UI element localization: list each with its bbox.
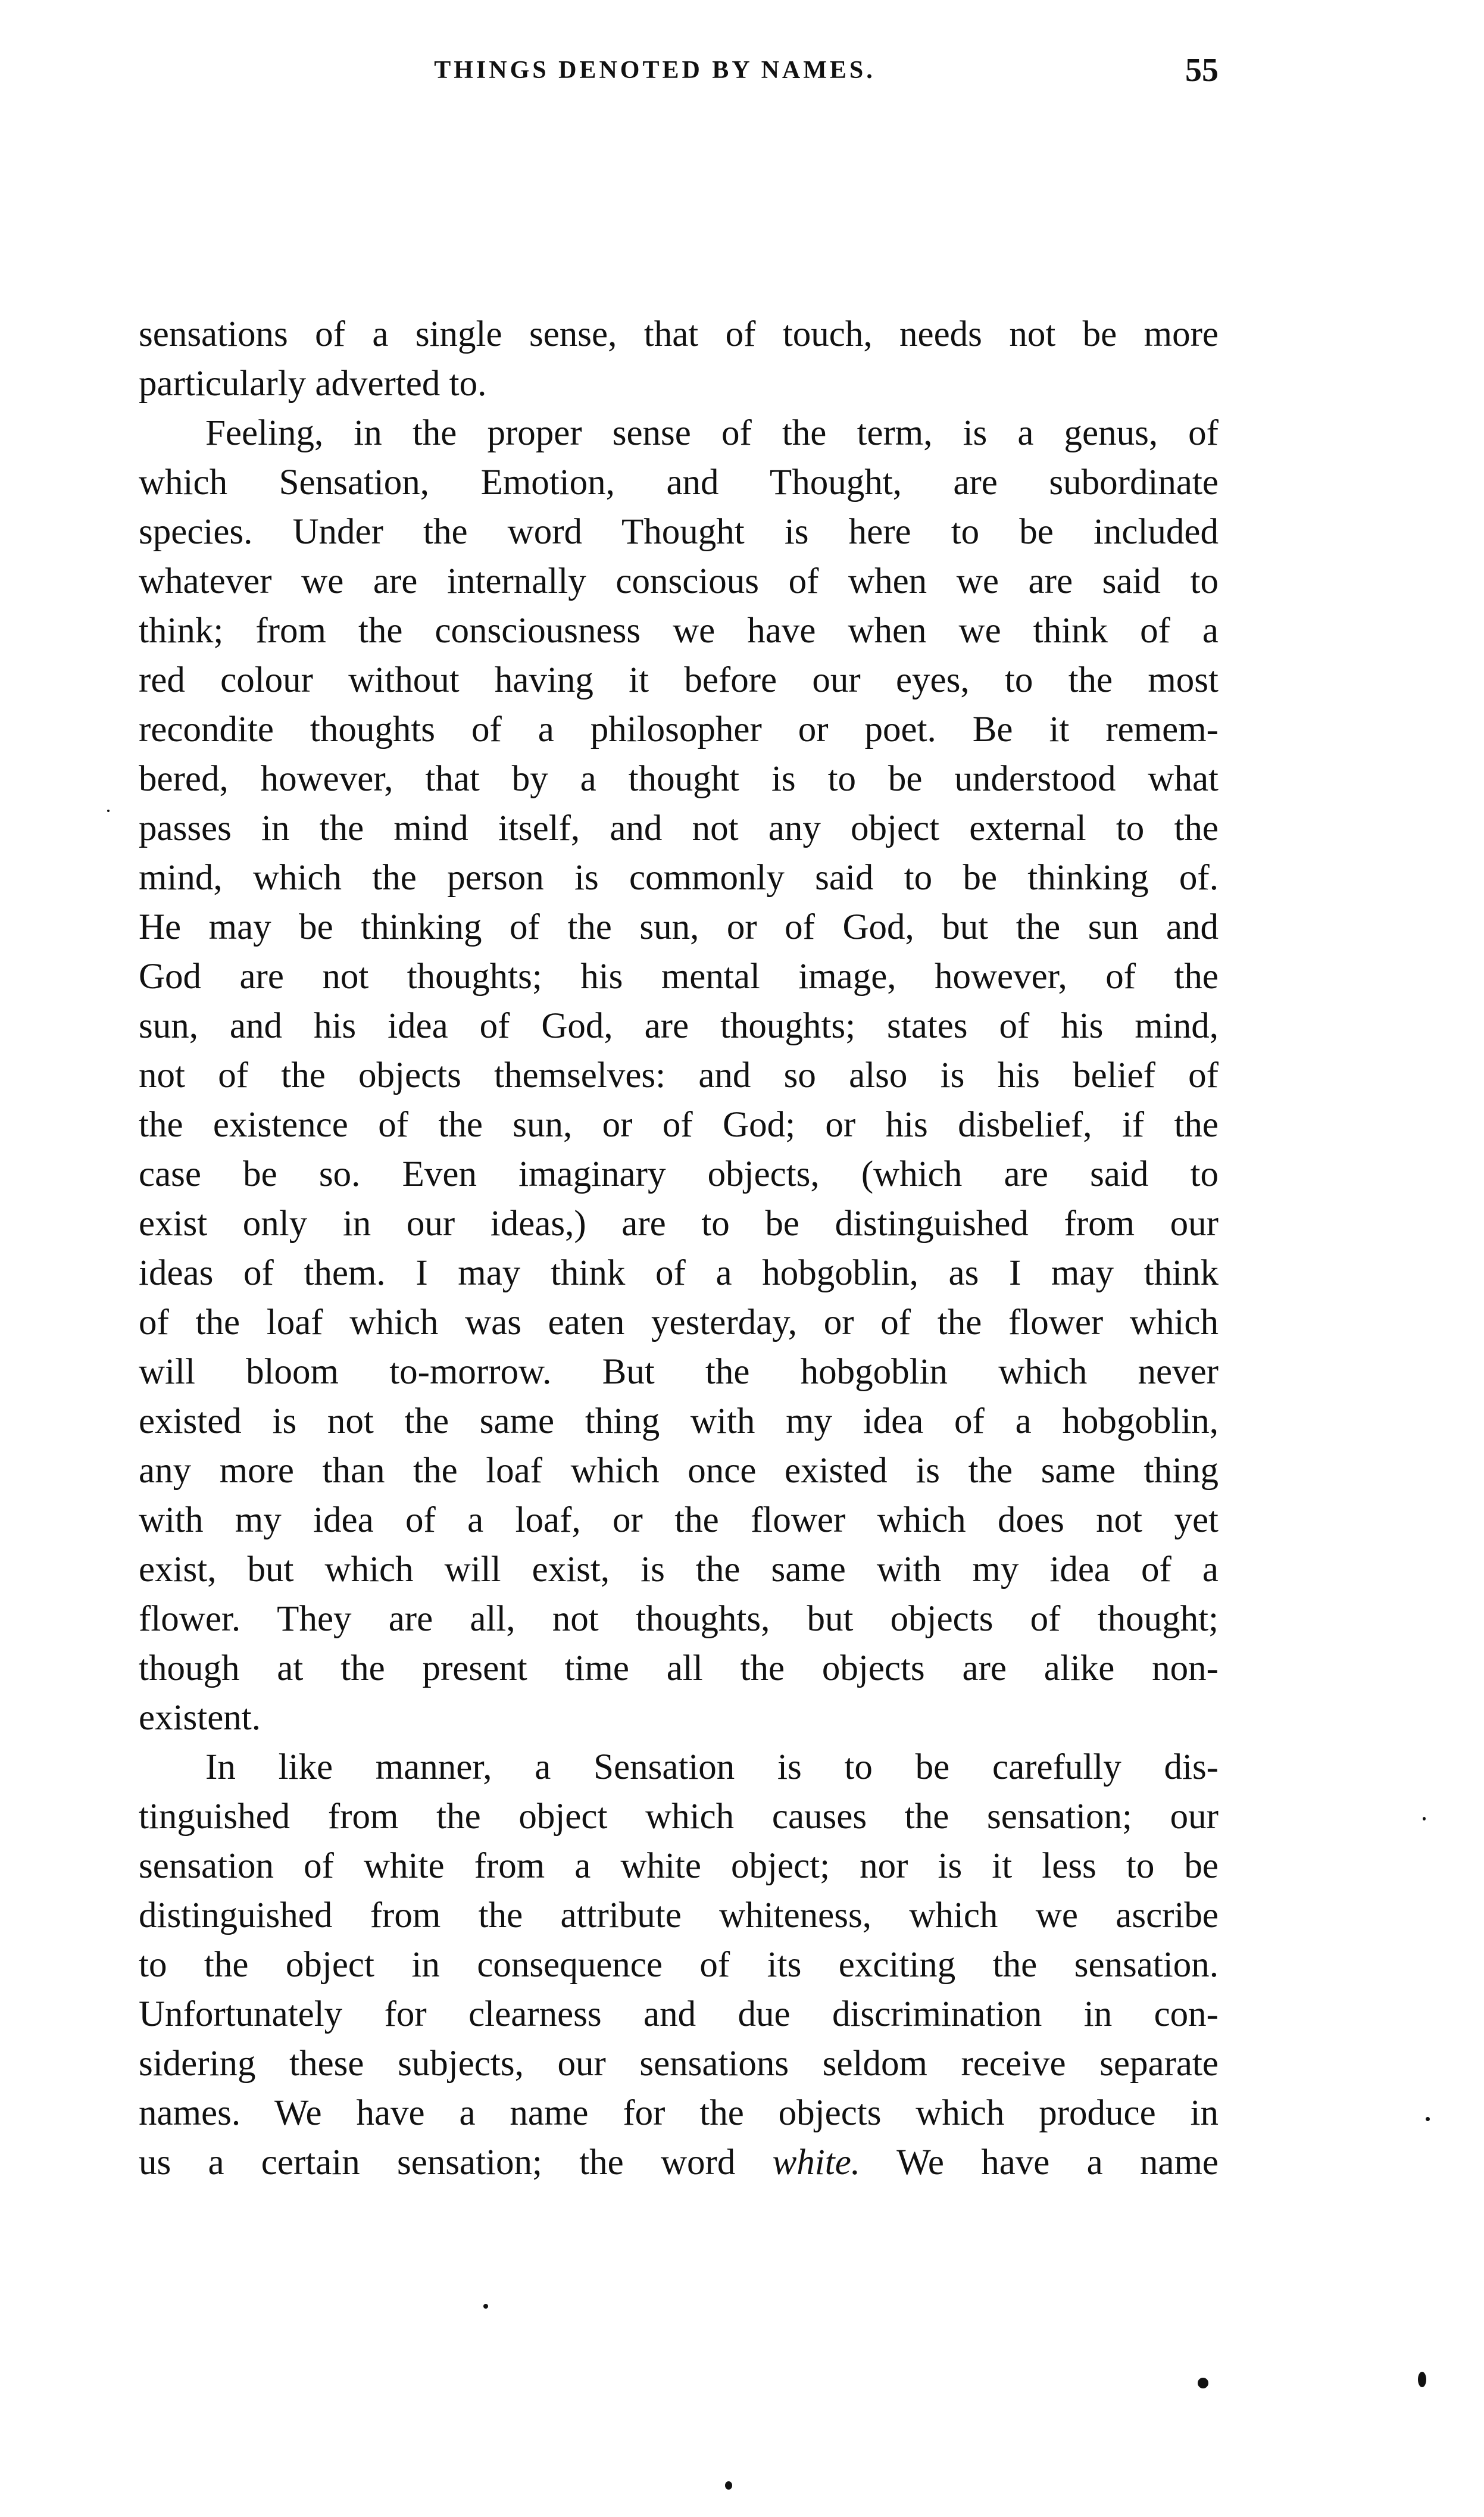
text-line [139, 903, 1219, 952]
text-line [139, 1792, 1219, 1841]
speck [1418, 2372, 1426, 2387]
text-line [139, 1100, 1219, 1150]
text-line-content: exist only in our ideas,) are to be distinguished from our [139, 1204, 1219, 1244]
text-line [139, 2039, 1219, 2088]
text-line [139, 804, 1219, 853]
speck [1198, 2378, 1208, 2388]
text-line [139, 606, 1219, 655]
running-head-title: THINGS DENOTED BY NAMES. [434, 57, 876, 84]
text-line [139, 1347, 1219, 1397]
text-segment: us a certain sensation; the word [139, 2143, 773, 2182]
text-line-content: exist, but which will exist, is the same with my idea of a [139, 1550, 1219, 1589]
text-line [139, 952, 1219, 1001]
text-line [139, 458, 1219, 507]
text-line-content: will bloom to-morrow. But the hobgoblin which never [139, 1352, 1219, 1392]
text-line-content: particularly adverted to. [139, 364, 487, 404]
text-line [139, 1693, 1219, 1742]
text-line-content: think; from the consciousness we have when we think of a [139, 611, 1219, 651]
text-segment: We have a name [860, 2143, 1219, 2182]
text-line-content: recondite thoughts of a philosopher or poet. Be it remem- [139, 710, 1219, 750]
text-line-content: He may be thinking of the sun, or of God, but the sun and [139, 907, 1219, 947]
speck [1426, 2117, 1430, 2121]
text-line [139, 359, 1219, 408]
text-line-content: passes in the mind itself, and not any object external to the [139, 808, 1219, 848]
text-line-content: which Sensation, Emotion, and Thought, are subordinate [139, 463, 1219, 502]
text-line-content: names. We have a name for the objects which produce in [139, 2093, 1219, 2133]
text-line-content: Feeling, in the proper sense of the term, is a genus, of [205, 413, 1219, 453]
text-line [139, 1742, 1219, 1792]
text-line-content: case be so. Even imaginary objects, (which are said to [139, 1154, 1219, 1194]
text-line [139, 1594, 1219, 1644]
text-line [139, 853, 1219, 903]
running-head [139, 46, 1219, 94]
text-line-content: sun, and his idea of God, are thoughts; states of his mind, [139, 1006, 1219, 1046]
text-line-content: not of the objects themselves: and so also is his belief of [139, 1055, 1219, 1095]
text-line-content: the existence of the sun, or of God; or his disbelief, if the [139, 1105, 1219, 1145]
text-line-content: Unfortunately for clearness and due discrimination in con- [139, 1994, 1219, 2034]
text-line [139, 310, 1219, 359]
text-line-content: red colour without having it before our eyes, to the most [139, 660, 1219, 700]
text-line-content: flower. They are all, not thoughts, but objects of thought; [139, 1599, 1219, 1639]
speck [107, 810, 110, 812]
text-line [139, 1644, 1219, 1693]
text-line-content: whatever we are internally conscious of when we are said to [139, 561, 1219, 601]
text-line-content [139, 2143, 1219, 2182]
text-line-content: sensation of white from a white object; nor is it less to be [139, 1846, 1219, 1886]
text-line-content: In like manner, a Sensation is to be carefully dis- [205, 1747, 1219, 1787]
text-line [139, 1051, 1219, 1100]
text-line-content: to the object in consequence of its exciting the sensation. [139, 1945, 1219, 1985]
speck [725, 2481, 732, 2490]
text-line [139, 705, 1219, 754]
text-line [139, 1495, 1219, 1545]
text-line [139, 1990, 1219, 2039]
italic-word: white. [772, 2143, 861, 2182]
text-line-content: sidering these subjects, our sensations seldom receive separate [139, 2044, 1219, 2084]
text-line [139, 1446, 1219, 1495]
text-line [139, 507, 1219, 557]
text-line-content: any more than the loaf which once existed is the same thing [139, 1451, 1219, 1491]
text-line [139, 557, 1219, 606]
text-line-content: ideas of them. I may think of a hobgoblin, as I may think [139, 1253, 1219, 1293]
text-line [139, 1397, 1219, 1446]
text-line [139, 1199, 1219, 1248]
text-line-content: bered, however, that by a thought is to be understood what [139, 759, 1219, 799]
text-line [139, 2138, 1219, 2187]
text-line-content: mind, which the person is commonly said to be thinking of. [139, 858, 1219, 898]
text-line [139, 1891, 1219, 1940]
text-line-content: of the loaf which was eaten yesterday, or of the flower which [139, 1303, 1219, 1342]
page-number: 55 [1185, 52, 1219, 89]
text-line-content: though at the present time all the objects are alike non- [139, 1648, 1219, 1688]
text-line [139, 1001, 1219, 1051]
text-line-content: species. Under the word Thought is here to be included [139, 512, 1219, 552]
text-line-content: with my idea of a loaf, or the flower which does not yet [139, 1500, 1219, 1540]
text-line [139, 408, 1219, 458]
text-line [139, 655, 1219, 705]
text-line-content: God are not thoughts; his mental image, however, of the [139, 957, 1219, 997]
text-line [139, 1940, 1219, 1990]
text-line [139, 1841, 1219, 1891]
text-line [139, 754, 1219, 804]
text-line-content: existed is not the same thing with my idea of a hobgoblin, [139, 1401, 1219, 1441]
text-line-content: sensations of a single sense, that of touch, needs not be more [139, 314, 1219, 354]
speck [483, 2304, 488, 2309]
text-line [139, 1545, 1219, 1594]
text-line [139, 2088, 1219, 2138]
text-line-content: existent. [139, 1698, 261, 1738]
speck [1423, 1817, 1426, 1820]
text-line [139, 1298, 1219, 1347]
text-line-content: distinguished from the attribute whiteness, which we ascribe [139, 1895, 1219, 1935]
text-line [139, 1248, 1219, 1298]
body-text [139, 310, 1219, 2187]
text-line-content: tinguished from the object which causes the sensation; our [139, 1797, 1219, 1837]
text-line [139, 1150, 1219, 1199]
